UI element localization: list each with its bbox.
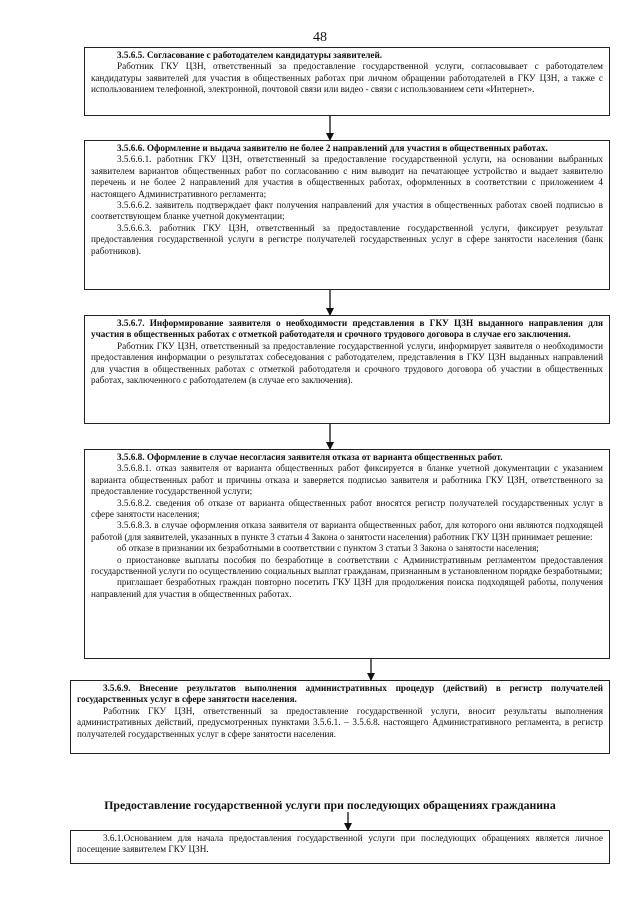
block-paragraph: Работник ГКУ ЦЗН, ответственный за предоставление государственной услуги, информирует заявителя о необходимости предоставления информации о результатах собеседования с работодателем, представления в ГКУ ЦЗН выданных направлений для участия в общественных работах с отметкой работодателя и срочного трудового договора об участии в общественных работах, заключенного с работодателем (в случае его заключения). [91, 340, 603, 386]
step-block-3-5-6-6 [84, 140, 610, 290]
step-block-3-5-6-9 [70, 680, 610, 754]
block-heading: 3.5.6.7. Информирование заявителя о необходимости представления в ГКУ ЦЗН выданного направления для участия в общественных работах с отметкой работодателя и срочного трудового договора в случае его заключения. [91, 318, 603, 340]
block-paragraph: 3.5.6.8.1. отказ заявителя от варианта общественных работ фиксируется в бланке учетной документации с указанием варианта общественных работ и причины отказа и заверяется подписью заявителя и работника ГКУ ЦЗН, ответственного за предоставление государственной услуги; [91, 463, 603, 497]
block-paragraph: 3.5.6.8.3. в случае оформления отказа заявителя от варианта общественных работ, для которого они являются подходящей работой (для заявителей, указанных в пункте 3 статьи 4 Закона о занятости населения) работник ГКУ ЦЗН принимает решение: [91, 520, 603, 542]
step-block-3-6-1 [70, 830, 610, 864]
block-paragraph: приглашает безработных граждан повторно посетить ГКУ ЦЗН для продолжения поиска подходящей работы, получения направлений для участия в общественных работах. [91, 577, 603, 599]
block-heading: 3.5.6.9. Внесение результатов выполнения административных процедур (действий) в регистр получателей государственных услуг в сфере занятости населения. [77, 683, 603, 705]
section-heading: Предоставление государственной услуги при последующих обращениях гражданина [104, 798, 556, 812]
block-heading: 3.5.6.8. Оформление в случае несогласия заявителя отказа от варианта общественных работ. [117, 452, 503, 462]
block-paragraph: 3.5.6.6.1. работник ГКУ ЦЗН, ответственный за предоставление государственной услуги, на основании выбранных заявителем вариантов общественных работ по согласованию с ним выводит на печатающее устройство и выдает заявителю перечень и не более 2 направлений для участия в общественных работах, оформленных в соответствии с приложением 4 настоящего Административного регламента; [91, 154, 603, 199]
block-paragraph: об отказе в признании их безработными в соответствии с пунктом 3 статьи 3 Закона о занятости населения; [117, 543, 539, 554]
block-heading: 3.5.6.5. Согласование с работодателем кандидатуры заявителей. [117, 50, 383, 60]
block-paragraph: Работник ГКУ ЦЗН, ответственный за предоставление государственной услуги, вносит результаты выполнения административных действий, предусмотренных пунктами 3.5.6.1. – 3.5.6.8. настоящего Административного регламента, в регистр получателей государственных услуг в сфере занятости населения. [77, 705, 603, 739]
block-paragraph: 3.6.1.Основанием для начала предоставления государственной услуги при последующих обращениях является личное посещение заявителем ГКУ ЦЗН. [77, 833, 603, 855]
block-heading: 3.5.6.6. Оформление и выдача заявителю не более 2 направлений для участия в общественных работах. [117, 143, 548, 153]
step-block-3-5-6-7 [84, 315, 610, 424]
block-paragraph: 3.5.6.8.2. сведения об отказе от варианта общественных работ вносятся регистр получателей государственных услуг в сфере занятости населения; [91, 497, 603, 520]
page-number: 48 [313, 30, 327, 45]
block-paragraph: Работник ГКУ ЦЗН, ответственный за предоставление государственной услуги, согласовывает с работодателем кандидатуры заявителей для участия в общественных работах при личном обращении работодателей в ГКУ ЦЗН, а также с использованием телефонной, электронной, почтовой связи или видео - связи с использованием сети «Интернет». [91, 61, 603, 95]
step-block-3-5-6-5 [84, 47, 610, 116]
block-paragraph: о приостановке выплаты пособия по безработице в соответствии с Административным регламентом предоставления государственной услуги по осуществлению социальных выплат гражданам, признанным в установленном порядке безработными; [91, 554, 603, 577]
block-paragraph: 3.5.6.6.2. заявитель подтверждает факт получения направлений для участия в общественных работах своей подписью в соответствующем бланке учетной документации; [91, 200, 603, 222]
block-paragraph: 3.5.6.6.3. работник ГКУ ЦЗН, ответственный за предоставление государственной услуги, фиксирует результат предоставления государственной услуги в регистре получателей государственных услуг в сфере занятости населения (банк работников). [91, 222, 603, 256]
step-block-3-5-6-8 [84, 449, 610, 659]
